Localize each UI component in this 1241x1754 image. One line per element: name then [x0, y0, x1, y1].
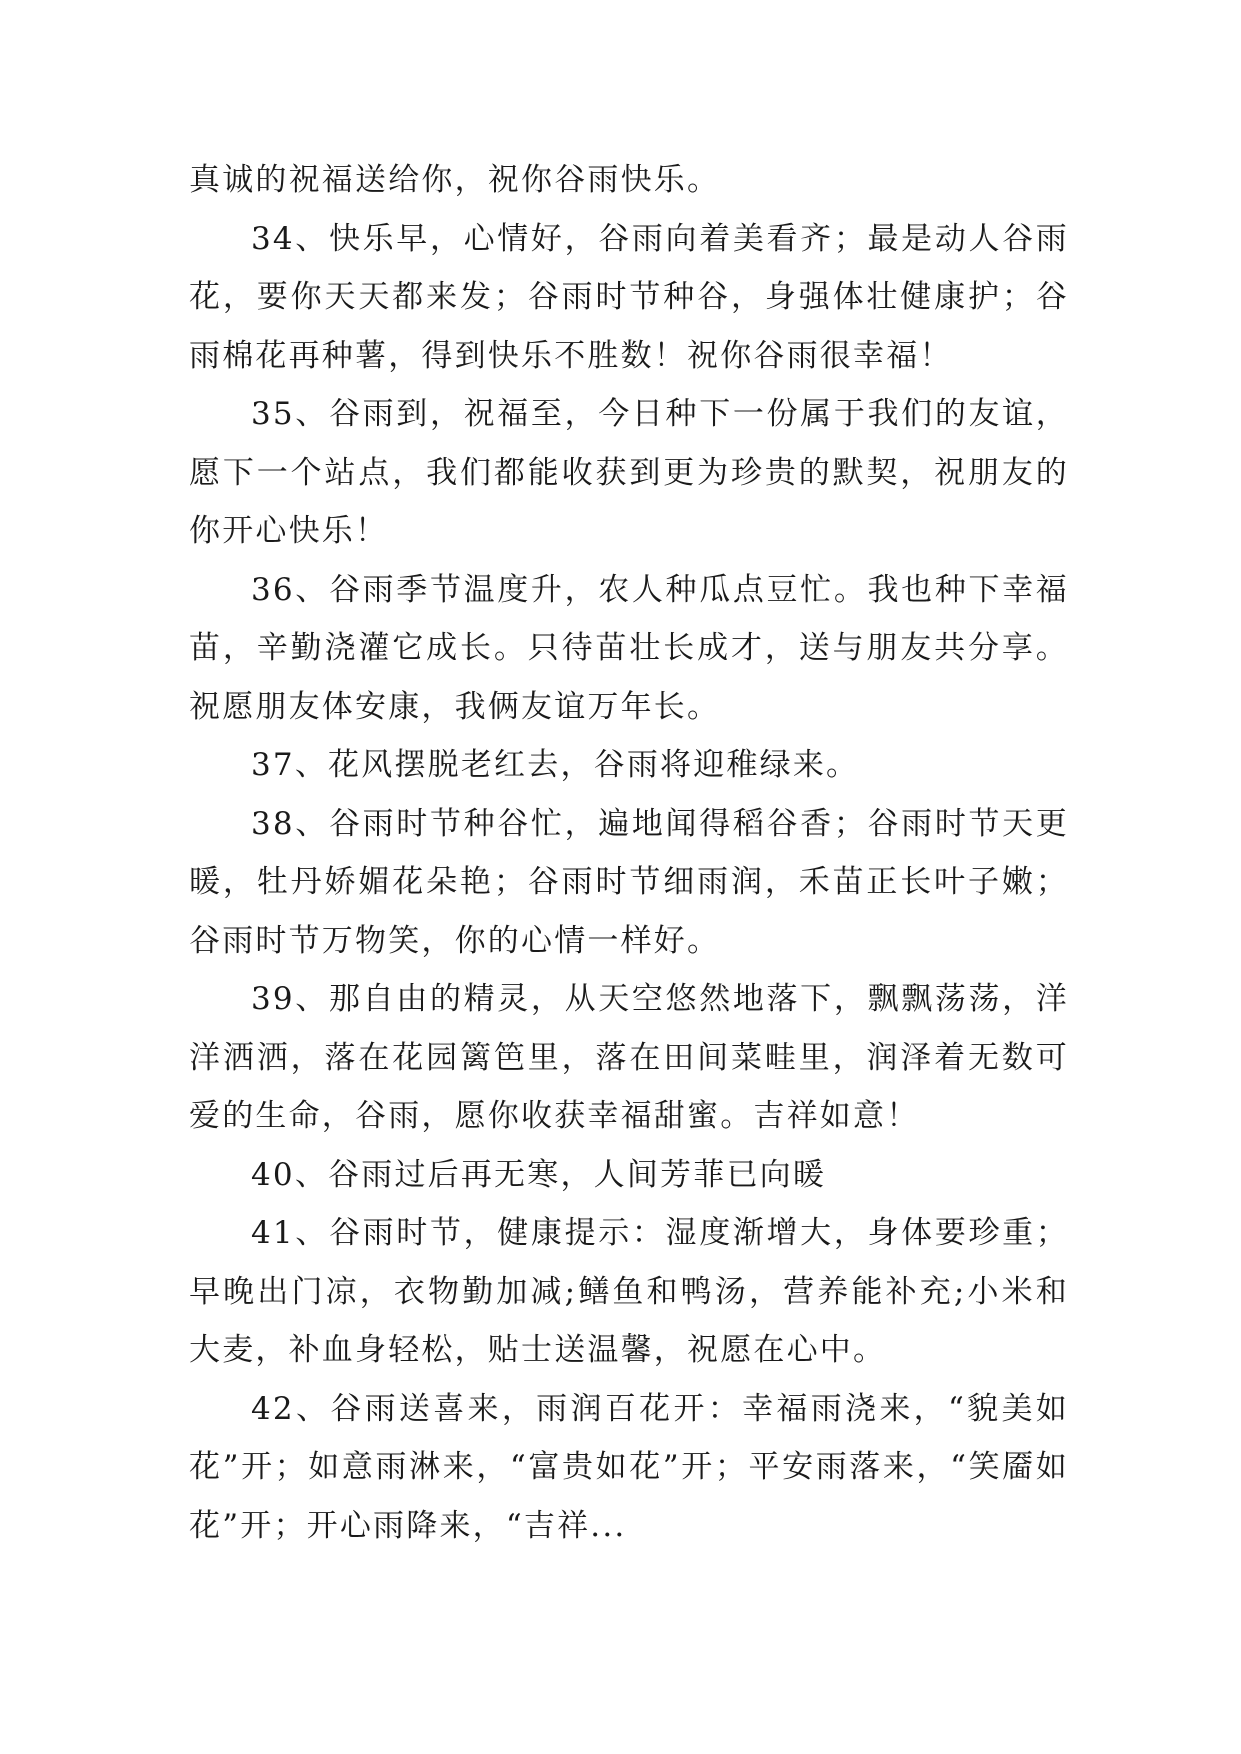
paragraph-37: 37、花风摆脱老红去，谷雨将迎稚绿来。	[251, 747, 860, 783]
document-body	[189, 151, 1069, 1555]
paragraph-34: 34、快乐早，心情好，谷雨向着美看齐；最是动人谷雨花，要你天天都来发；谷雨时节种谷，身强体壮健康护；谷雨棉花再种薯，得到快乐不胜数！祝你谷雨很幸福！	[189, 220, 1069, 374]
paragraph-39: 39、那自由的精灵，从天空悠然地落下，飘飘荡荡，洋洋洒洒，落在花园篱笆里，落在田间菜畦里，润泽着无数可爱的生命，谷雨，愿你收获幸福甜蜜。吉祥如意！	[189, 981, 1069, 1134]
paragraph-36: 36、谷雨季节温度升，农人种瓜点豆忙。我也种下幸福苗，辛勤浇灌它成长。只待苗壮长成才，送与朋友共分享。祝愿朋友体安康，我俩友谊万年长。	[189, 571, 1069, 725]
paragraph-continuation: 真诚的祝福送给你，祝你谷雨快乐。	[189, 162, 721, 198]
paragraph-41: 41、谷雨时节，健康提示：湿度渐增大，身体要珍重；早晚出门凉，衣物勤加减;鳝鱼和鸭汤，营养能补充;小米和大麦，补血身轻松，贴士送温馨，祝愿在心中。	[189, 1215, 1069, 1368]
paragraph-40: 40、谷雨过后再无寒，人间芳菲已向暖	[251, 1156, 827, 1193]
paragraph-38: 38、谷雨时节种谷忙，遍地闻得稻谷香；谷雨时节天更暖，牡丹娇媚花朵艳；谷雨时节细雨润，禾苗正长叶子嫩；谷雨时节万物笑，你的心情一样好。	[189, 805, 1069, 959]
paragraph-35: 35、谷雨到，祝福至，今日种下一份属于我们的友谊，愿下一个站点，我们都能收获到更为珍贵的默契，祝朋友的你开心快乐！	[189, 396, 1069, 549]
paragraph-42: 42、谷雨送喜来，雨润百花开：幸福雨浇来，“貌美如花”开；如意雨淋来，“富贵如花”开；平安雨落来，“笑靥如花”开；开心雨降来，“吉祥...	[189, 1390, 1069, 1544]
